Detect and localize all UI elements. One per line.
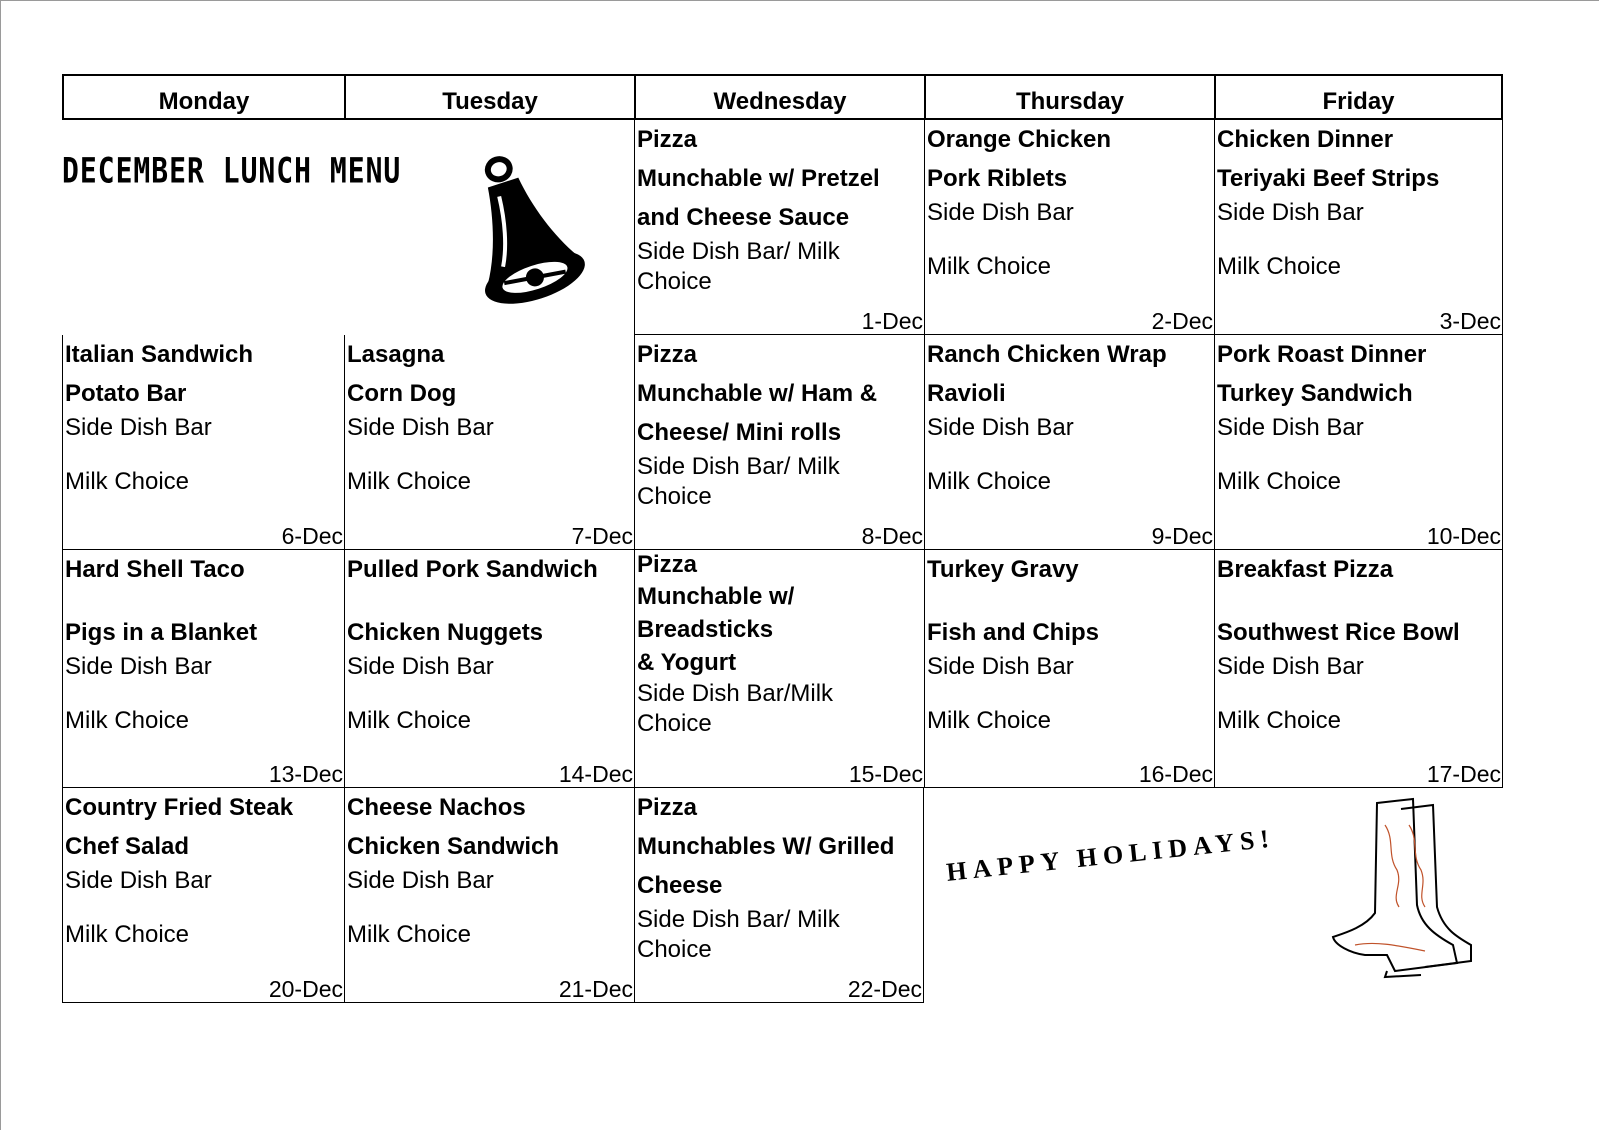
entree-main: Orange Chicken <box>927 126 1112 153</box>
entree-main: Ranch Chicken Wrap <box>927 341 1167 368</box>
side-dish: Side Dish Bar <box>927 653 1074 680</box>
milk-choice: Milk Choice <box>927 707 1052 734</box>
date-label: 14-Dec <box>558 761 633 787</box>
entree-main: Hard Shell Taco <box>65 556 245 583</box>
date-label: 7-Dec <box>571 523 633 549</box>
milk-choice: Milk Choice <box>65 707 190 734</box>
entree-alt: Fish and Chips <box>927 619 1100 646</box>
entree-alt: Chicken Nuggets <box>347 619 544 646</box>
entree-alt: Turkey Sandwich <box>1217 380 1413 407</box>
milk-choice: Milk Choice <box>927 468 1052 495</box>
side-dish: Side Dish Bar <box>65 653 212 680</box>
side-dish: Side Dish Bar <box>65 867 212 894</box>
date-label: 13-Dec <box>268 761 343 787</box>
lunch-calendar <box>62 74 1503 1003</box>
milk-choice: Milk Choice <box>65 468 190 495</box>
date-label: 2-Dec <box>1151 308 1213 334</box>
entree-alt: Chicken Sandwich <box>347 833 560 860</box>
side-dish: Side Dish Bar/ Milk Choice <box>637 238 840 295</box>
entree-main: Pizza <box>637 794 698 821</box>
entree-alt: Southwest Rice Bowl <box>1217 619 1460 646</box>
entree-main: Cheese Nachos <box>347 794 526 821</box>
entree-main: Chicken Dinner <box>1217 126 1394 153</box>
date-label: 21-Dec <box>558 976 633 1002</box>
milk-choice: Milk Choice <box>347 468 472 495</box>
side-dish: Side Dish Bar <box>1217 199 1364 226</box>
day-cell-dec-15 <box>634 550 924 788</box>
entree-main: Pulled Pork Sandwich <box>347 556 598 583</box>
date-label: 15-Dec <box>848 761 923 787</box>
entree-main: Lasagna <box>347 341 445 368</box>
day-cell-dec-1 <box>634 120 924 335</box>
day-cell-dec-20 <box>62 788 344 1003</box>
entree-alt: Munchable w/ Pretzel and Cheese Sauce <box>637 165 880 231</box>
day-cell-dec-13 <box>62 550 344 788</box>
day-cell-dec-14 <box>344 550 634 788</box>
entree-main: Breakfast Pizza <box>1217 556 1394 583</box>
entree-main: Pizza <box>637 551 698 578</box>
day-cell-dec-9 <box>924 335 1214 550</box>
milk-choice: Milk Choice <box>65 921 190 948</box>
day-cell-dec-8 <box>634 335 924 550</box>
date-label: 22-Dec <box>847 976 922 1002</box>
day-cell-dec-17 <box>1214 550 1503 788</box>
date-label: 20-Dec <box>268 976 343 1002</box>
day-cell-dec-22 <box>634 788 924 1003</box>
entree-alt: Pigs in a Blanket <box>65 619 258 646</box>
milk-choice: Milk Choice <box>1217 468 1342 495</box>
entree-main: Country Fried Steak <box>65 794 294 821</box>
entree-alt: Munchable w/ Ham & Cheese/ Mini rolls <box>637 380 878 446</box>
entree-alt: Pork Riblets <box>927 165 1068 192</box>
entree-alt: Corn Dog <box>347 380 457 407</box>
side-dish: Side Dish Bar <box>65 414 212 441</box>
day-cell-dec-6 <box>62 335 344 550</box>
date-label: 17-Dec <box>1426 761 1501 787</box>
entree-main: Pizza <box>637 341 698 368</box>
day-cell-dec-2 <box>924 120 1214 335</box>
happy-holidays-text: HAPPY HOLIDAYS! <box>945 823 1277 887</box>
day-header-tuesday: Tuesday <box>344 74 634 120</box>
day-cell-dec-3 <box>1214 120 1503 335</box>
entree-main: Pizza <box>637 126 698 153</box>
day-cell-dec-16 <box>924 550 1214 788</box>
milk-choice: Milk Choice <box>1217 707 1342 734</box>
entree-alt: Teriyaki Beef Strips <box>1217 165 1440 192</box>
side-dish: Side Dish Bar <box>1217 414 1364 441</box>
date-label: 8-Dec <box>861 523 923 549</box>
side-dish: Side Dish Bar <box>347 867 494 894</box>
entree-main: Pork Roast Dinner <box>1217 341 1427 368</box>
entree-main: Turkey Gravy <box>927 556 1079 583</box>
date-label: 6-Dec <box>281 523 343 549</box>
date-label: 10-Dec <box>1426 523 1501 549</box>
entree-alt: Chef Salad <box>65 833 190 860</box>
entree-alt: Munchables W/ Grilled Cheese <box>637 833 895 899</box>
milk-choice: Milk Choice <box>927 253 1052 280</box>
side-dish: Side Dish Bar/Milk Choice <box>637 680 834 737</box>
side-dish: Side Dish Bar <box>927 414 1074 441</box>
date-label: 16-Dec <box>1138 761 1213 787</box>
menu-title: DECEMBER LUNCH MENU <box>62 150 402 192</box>
day-cell-dec-21 <box>344 788 634 1003</box>
entree-alt: Ravioli <box>927 380 1006 407</box>
side-dish: Side Dish Bar <box>347 414 494 441</box>
day-header-friday: Friday <box>1214 74 1503 120</box>
date-label: 1-Dec <box>861 308 923 334</box>
side-dish: Side Dish Bar <box>927 199 1074 226</box>
milk-choice: Milk Choice <box>1217 253 1342 280</box>
day-header-thursday: Thursday <box>924 74 1214 120</box>
milk-choice: Milk Choice <box>347 921 472 948</box>
side-dish: Side Dish Bar/ Milk Choice <box>637 453 840 510</box>
day-cell-dec-10 <box>1214 335 1503 550</box>
side-dish: Side Dish Bar/ Milk Choice <box>637 906 840 963</box>
entree-alt: Potato Bar <box>65 380 187 407</box>
milk-choice: Milk Choice <box>347 707 472 734</box>
entree-alt: Munchable w/ Breadsticks & Yogurt <box>637 583 795 676</box>
entree-main: Italian Sandwich <box>65 341 254 368</box>
date-label: 9-Dec <box>1151 523 1213 549</box>
date-label: 3-Dec <box>1439 308 1501 334</box>
side-dish: Side Dish Bar <box>1217 653 1364 680</box>
day-header-monday: Monday <box>62 74 344 120</box>
day-header-wednesday: Wednesday <box>634 74 924 120</box>
side-dish: Side Dish Bar <box>347 653 494 680</box>
day-cell-dec-7 <box>344 335 634 550</box>
